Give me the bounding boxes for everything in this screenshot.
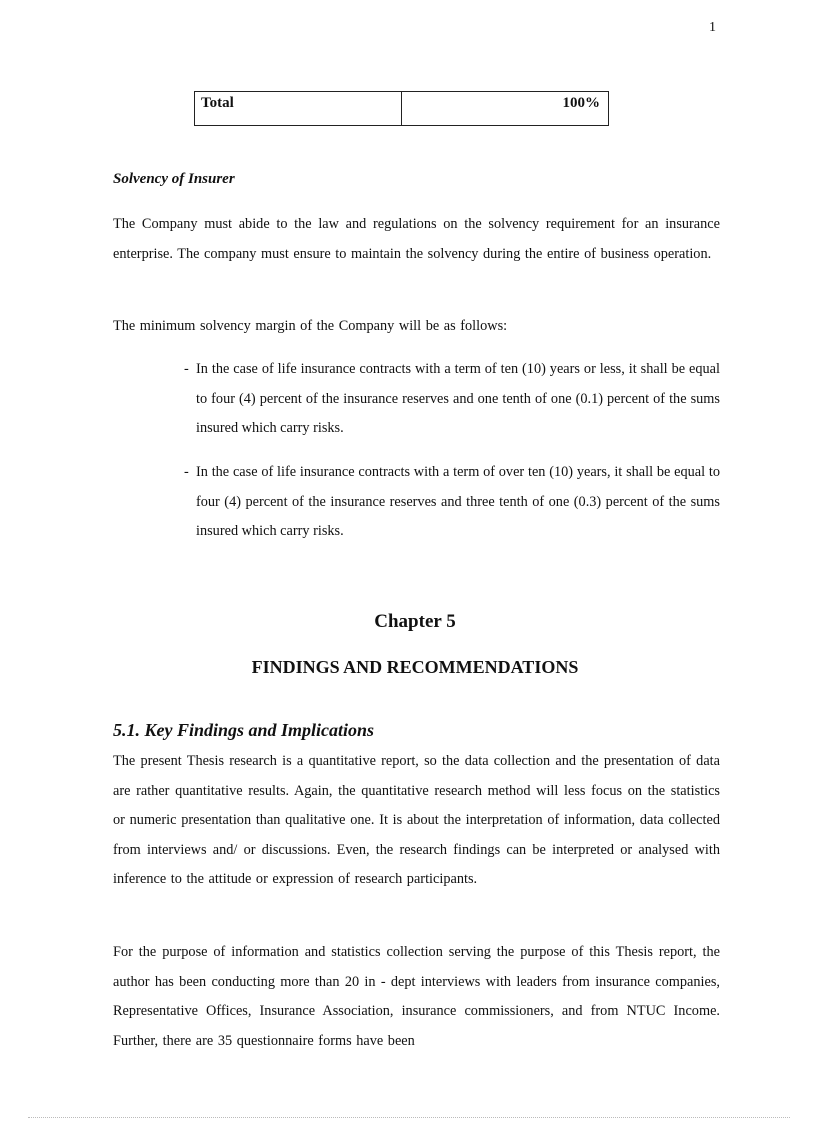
bullet-text: In the case of life insurance contracts with a term of over ten (10) years, it shall be equal to four (4) percent of the insurance reserves and three tenth of one (0.3) percent of the sums insured which carry risks.: [196, 464, 720, 539]
page-number: 1: [709, 20, 716, 35]
findings-paragraph: The present Thesis research is a quantitative report, so the data collection and the presentation of data are rather quantitative results. Again, the quantitative research method will less focus on the statistics or numeric presentation than qualitative one. It is about the interpretation of information, data collected from interviews and/ or discussions. Even, the research findings can be interpreted or analysed with inference to the attitude or expression of research participants.: [113, 753, 720, 887]
section-heading: 5.1. Key Findings and Implications: [113, 720, 375, 740]
bullet-dash: -: [184, 361, 189, 377]
total-table: [194, 91, 609, 126]
total-label-cell: Total: [195, 92, 402, 125]
page-bottom-rule: [28, 1117, 790, 1118]
bullet-text: In the case of life insurance contracts with a term of ten (10) years or less, it shall be equal to four (4) percent of the insurance reserves and one tenth of one (0.1) percent of the sums insured which carry risks.: [196, 361, 720, 436]
total-value-cell: 100%: [562, 95, 600, 111]
bullet-dash: -: [184, 464, 189, 480]
chapter-label: Chapter 5: [374, 611, 456, 632]
solvency-heading: Solvency of Insurer: [113, 171, 235, 187]
solvency-margin-intro: The minimum solvency margin of the Company will be as follows:: [113, 318, 508, 334]
solvency-paragraph: The Company must abide to the law and regulations on the solvency requirement for an insurance enterprise. The company must ensure to maintain the solvency during the entire of business operation.: [113, 216, 720, 262]
methodology-paragraph: For the purpose of information and statistics collection serving the purpose of this Thesis report, the author has been conducting more than 20 in - dept interviews with leaders from insurance companies, Representative Offices, Insurance Association, insurance commissioners, and from NTUC Income. Further, there are 35 questionnaire forms have been: [113, 944, 720, 1049]
bullet-item: [184, 458, 720, 547]
bullet-item: [184, 355, 720, 444]
chapter-title: FINDINGS AND RECOMMENDATIONS: [251, 657, 579, 677]
